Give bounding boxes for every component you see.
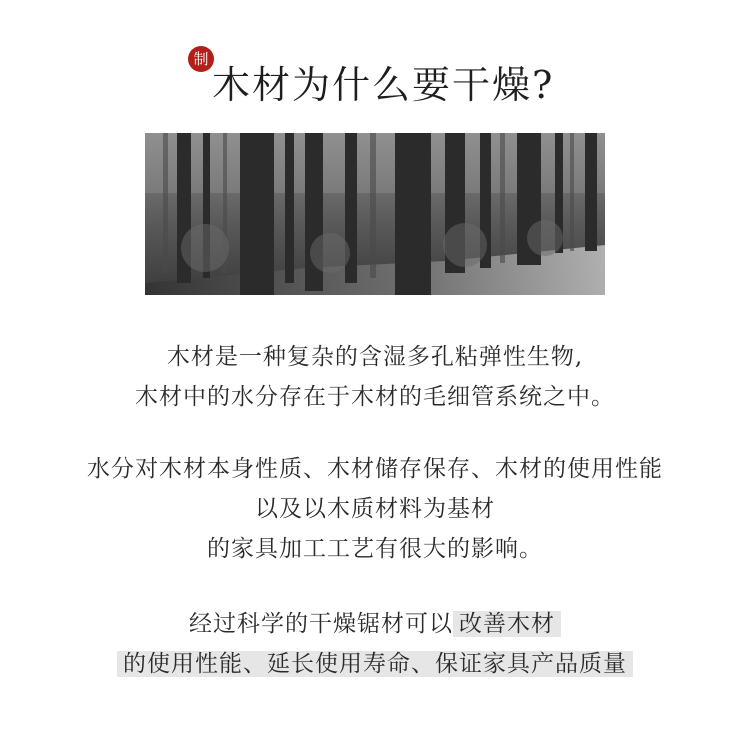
- text-line: 水分对木材本身性质、木材储存保存、木材的使用性能: [87, 456, 663, 482]
- text-line: 以及以木质材料为基材: [255, 496, 495, 522]
- paragraph-benefits: [0, 604, 750, 684]
- text-plain: 经过科学的干燥锯材可以: [189, 611, 453, 637]
- paragraph-effects: [0, 449, 750, 569]
- forest-image: [145, 133, 605, 295]
- text-line: 木材是一种复杂的含湿多孔粘弹性生物,: [166, 344, 584, 370]
- title-area: [0, 40, 750, 110]
- paragraph-intro: [0, 337, 750, 417]
- text-line: [0, 644, 750, 684]
- text-line: 的家具加工工艺有很大的影响。: [207, 536, 543, 562]
- seal-stamp: 制: [188, 46, 214, 72]
- text-highlight: 改善木材: [453, 611, 561, 637]
- text-line: [0, 604, 750, 644]
- text-line: 木材中的水分存在于木材的毛细管系统之中。: [135, 384, 615, 410]
- text-highlight: 的使用性能、延长使用寿命、保证家具产品质量: [117, 651, 633, 677]
- page-title: 木材为什么要干燥?: [212, 63, 555, 107]
